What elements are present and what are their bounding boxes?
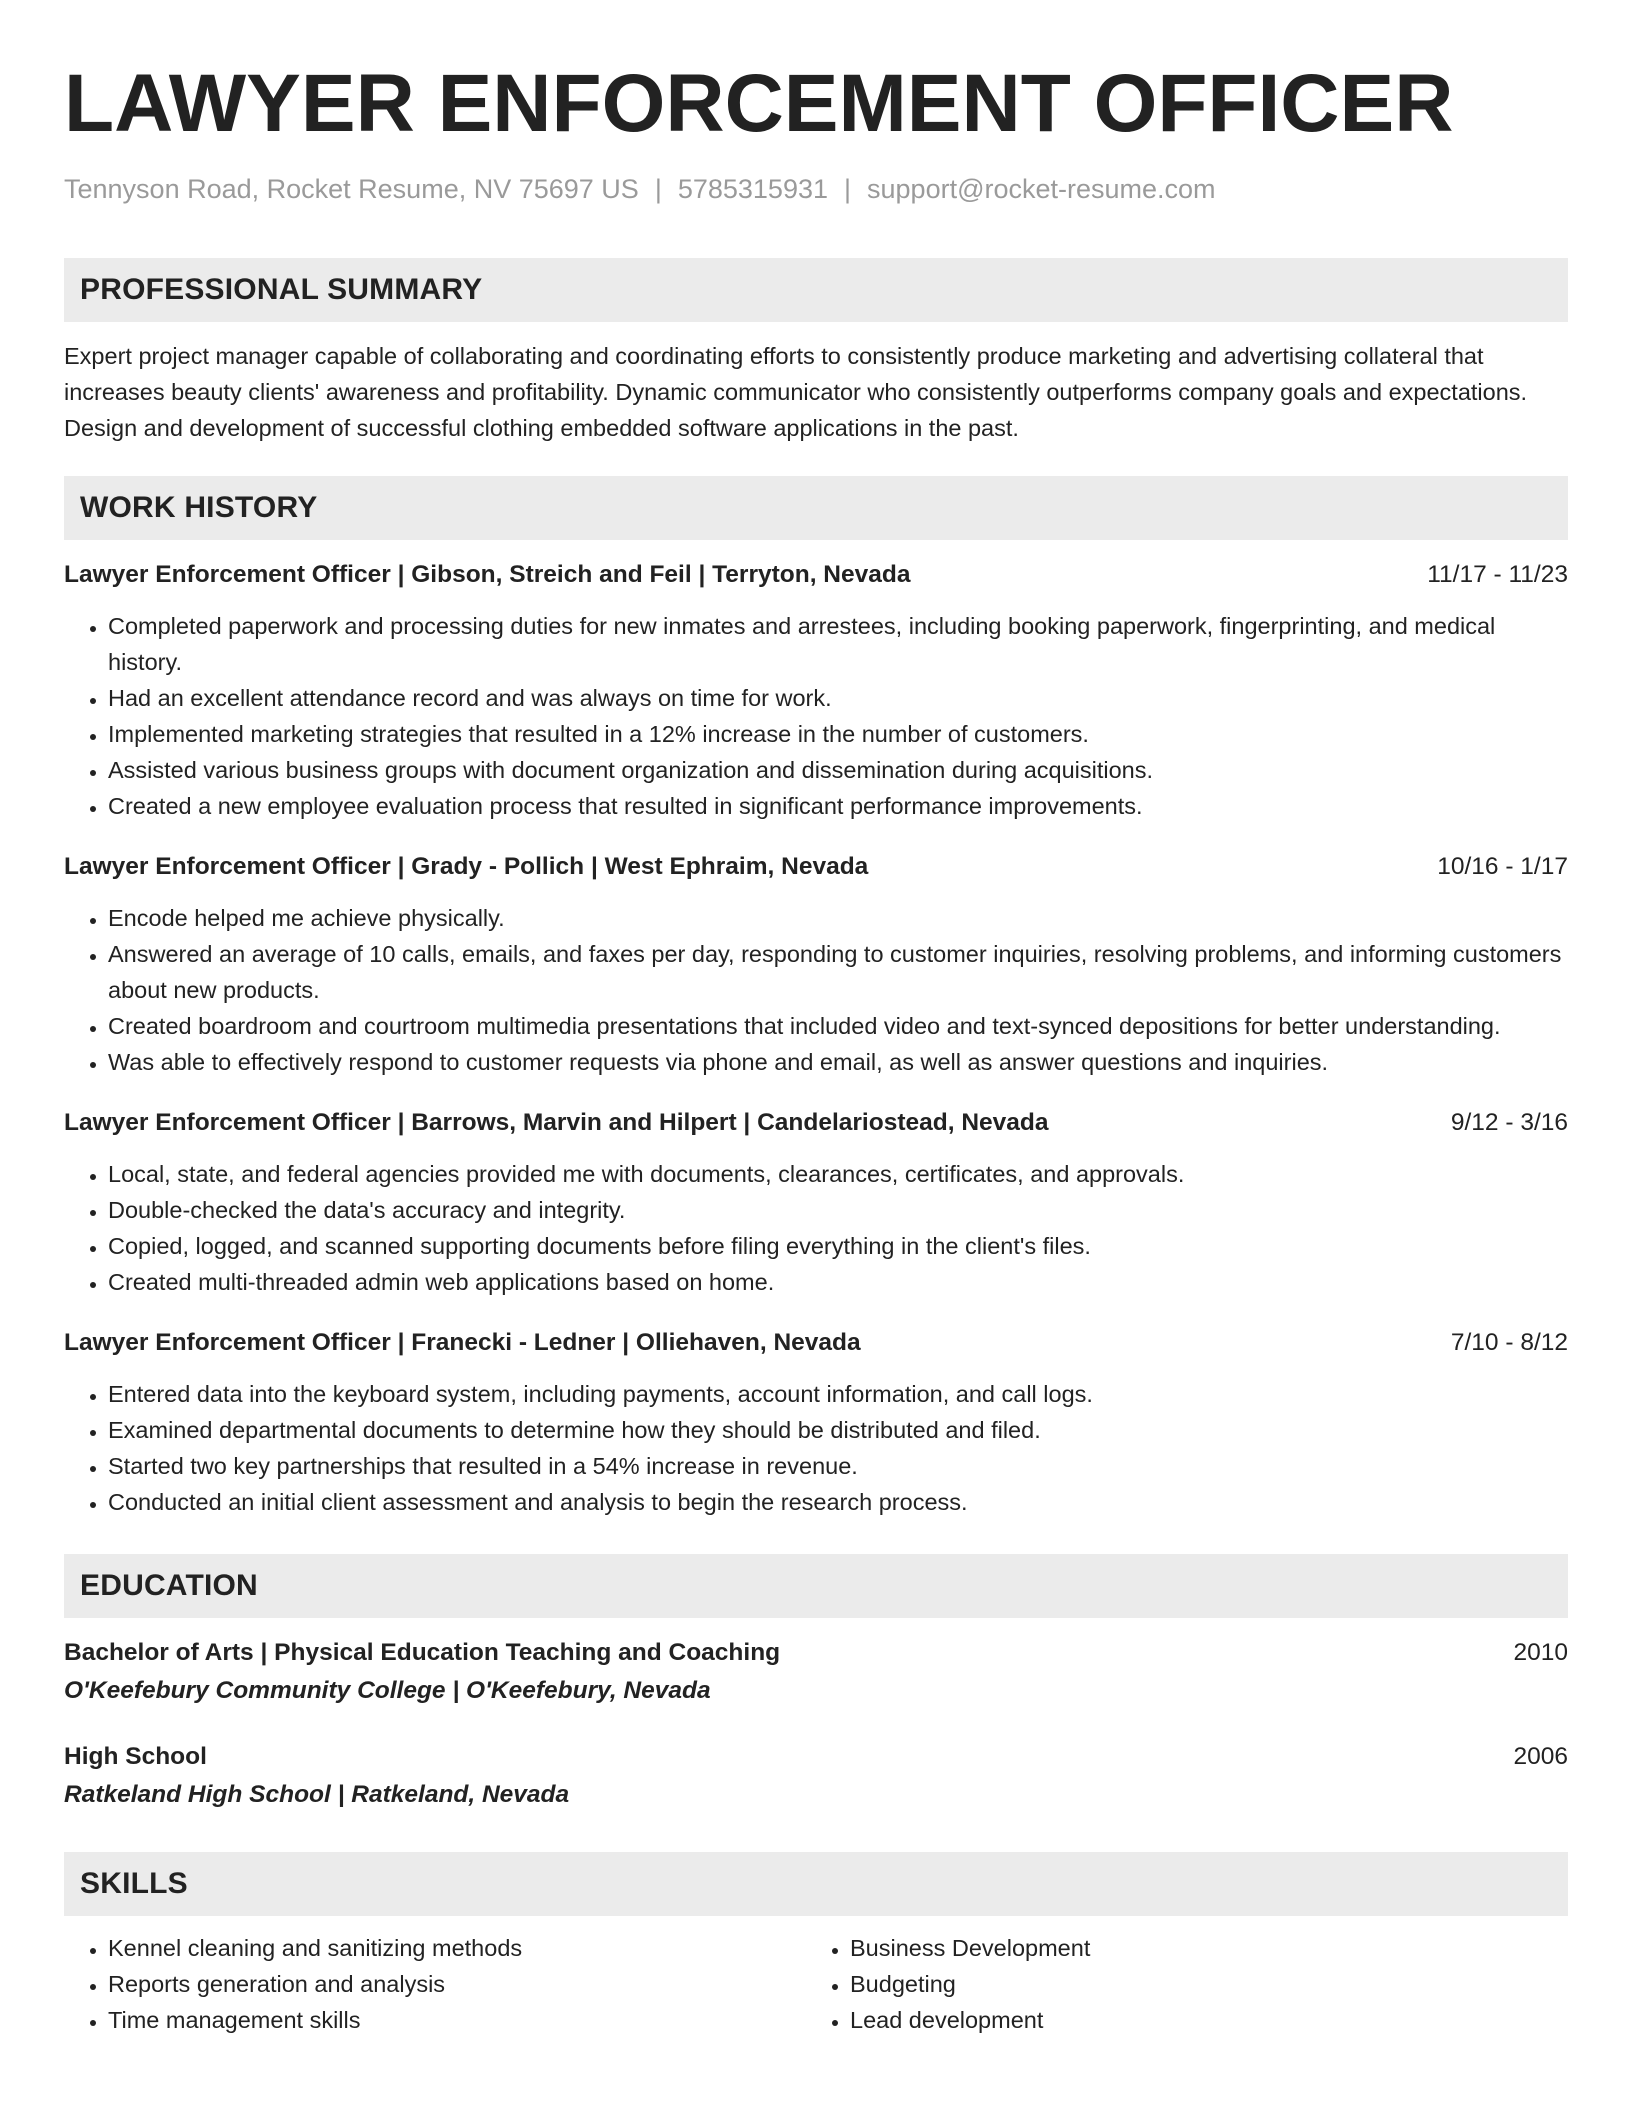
job-bullet: • Entered data into the keyboard system, including payments, account information, and call logs. xyxy=(108,1376,1568,1412)
job-title: Lawyer Enforcement Officer | Franecki - Ledner | Olliehaven, Nevada xyxy=(64,1329,861,1356)
job-bullet-list xyxy=(64,608,1568,824)
job-title: Lawyer Enforcement Officer | Gibson, Streich and Feil | Terryton, Nevada xyxy=(64,561,911,588)
section-header-education: EDUCATION xyxy=(64,1554,1568,1618)
contact-line xyxy=(64,172,1568,206)
skill-item: • Reports generation and analysis xyxy=(108,1966,806,2002)
job-bullet: • Answered an average of 10 calls, emails, and faxes per day, responding to customer inquiries, resolving problems, and informing customers about new products. xyxy=(108,936,1568,1008)
skills-list-right xyxy=(806,1930,1548,2038)
skills-list-left xyxy=(64,1930,806,2038)
job-entry xyxy=(64,556,1568,824)
education-degree: Bachelor of Arts | Physical Education Teaching and Coaching xyxy=(64,1639,781,1666)
education-degree: High School xyxy=(64,1743,207,1770)
job-dates: 9/12 - 3/16 xyxy=(1450,1109,1568,1136)
job-dates: 7/10 - 8/12 xyxy=(1450,1329,1568,1356)
education-year: 2010 xyxy=(1513,1639,1568,1666)
job-bullet: • Assisted various business groups with document organization and dissemination during acquisitions. xyxy=(108,752,1568,788)
skill-item: • Kennel cleaning and sanitizing methods xyxy=(108,1930,806,1966)
contact-email: support@rocket-resume.com xyxy=(867,174,1216,204)
candidate-name: LAWYER ENFORCEMENT OFFICER xyxy=(64,58,1454,149)
job-bullet: • Conducted an initial client assessment and analysis to begin the research process. xyxy=(108,1484,1568,1520)
job-dates: 10/16 - 1/17 xyxy=(1437,853,1568,880)
job-bullet: • Started two key partnerships that resulted in a 54% increase in revenue. xyxy=(108,1448,1568,1484)
job-bullet-list xyxy=(64,1376,1568,1520)
skill-item: • Budgeting xyxy=(850,1966,1548,2002)
job-heading-row xyxy=(64,848,1568,886)
job-title: Lawyer Enforcement Officer | Grady - Pollich | West Ephraim, Nevada xyxy=(64,853,869,880)
job-bullet: • Had an excellent attendance record and was always on time for work. xyxy=(108,680,1568,716)
job-bullet: • Was able to effectively respond to customer requests via phone and email, as well as answer questions and inquiries. xyxy=(108,1044,1568,1080)
job-heading-row xyxy=(64,1324,1568,1362)
job-bullet: • Examined departmental documents to determine how they should be distributed and filed. xyxy=(108,1412,1568,1448)
contact-phone: 5785315931 xyxy=(677,174,828,204)
job-title: Lawyer Enforcement Officer | Barrows, Marvin and Hilpert | Candelariostead, Nevada xyxy=(64,1109,1049,1136)
job-bullet: • Local, state, and federal agencies provided me with documents, clearances, certificates, and approvals. xyxy=(108,1156,1568,1192)
job-bullet: • Created a new employee evaluation process that resulted in significant performance improvements. xyxy=(108,788,1568,824)
summary-text: Expert project manager capable of collaborating and coordinating efforts to consistently produce marketing and advertising collateral that increases beauty clients' awareness and profitability. Dynamic communicator who consistently outperforms company goals and expectations. Design and development of successful clothing embedded software applications in the past. xyxy=(64,343,1528,441)
section-header-summary: PROFESSIONAL SUMMARY xyxy=(64,258,1568,322)
job-heading-row xyxy=(64,1104,1568,1142)
skill-item: • Lead development xyxy=(850,2002,1548,2038)
job-bullet: • Created boardroom and courtroom multimedia presentations that included video and text-synced depositions for better understanding. xyxy=(108,1008,1568,1044)
education-entry xyxy=(64,1738,1568,1814)
contact-separator: | xyxy=(844,174,852,204)
job-bullet-list xyxy=(64,900,1568,1080)
job-bullet: • Implemented marketing strategies that resulted in a 12% increase in the number of customers. xyxy=(108,716,1568,752)
skill-item: • Time management skills xyxy=(108,2002,806,2038)
section-header-skills: SKILLS xyxy=(64,1852,1568,1916)
job-dates: 11/17 - 11/23 xyxy=(1427,561,1568,588)
education-school: O'Keefebury Community College | O'Keefebury, Nevada xyxy=(64,1677,711,1704)
education-heading-row xyxy=(64,1738,1568,1776)
contact-address: Tennyson Road, Rocket Resume, NV 75697 US xyxy=(64,174,639,204)
section-header-work-history: WORK HISTORY xyxy=(64,476,1568,540)
job-bullet: • Created multi-threaded admin web applications based on home. xyxy=(108,1264,1568,1300)
contact-separator: | xyxy=(654,174,662,204)
skills-grid xyxy=(64,1930,1568,2038)
education-year: 2006 xyxy=(1513,1743,1568,1770)
job-heading-row xyxy=(64,556,1568,594)
job-bullet: • Copied, logged, and scanned supporting documents before filing everything in the client's files. xyxy=(108,1228,1568,1264)
job-bullet: • Completed paperwork and processing duties for new inmates and arrestees, including booking paperwork, fingerprinting, and medical history. xyxy=(108,608,1568,680)
education-heading-row xyxy=(64,1634,1568,1672)
education-school: Ratkeland High School | Ratkeland, Nevada xyxy=(64,1781,570,1808)
job-bullet: • Double-checked the data's accuracy and integrity. xyxy=(108,1192,1568,1228)
skill-item: • Business Development xyxy=(850,1930,1548,1966)
job-bullet: • Encode helped me achieve physically. xyxy=(108,900,1568,936)
education-entry xyxy=(64,1634,1568,1710)
job-bullet-list xyxy=(64,1156,1568,1300)
job-entry xyxy=(64,848,1568,1080)
job-entry xyxy=(64,1104,1568,1300)
job-entry xyxy=(64,1324,1568,1520)
